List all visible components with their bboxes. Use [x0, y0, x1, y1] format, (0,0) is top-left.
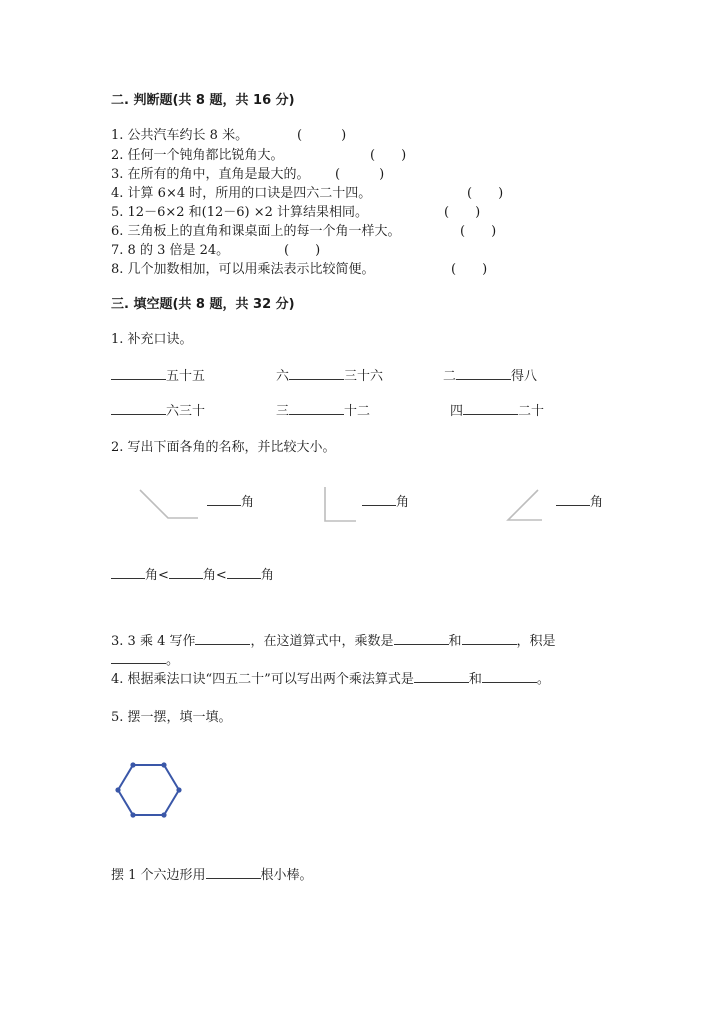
- judge-answer-2[interactable]: ( ): [370, 148, 407, 163]
- judge-item-8: 8. 几个加数相加，可以用乘法表示比较简便。: [111, 262, 375, 277]
- answer-blank[interactable]: [462, 632, 517, 645]
- answer-blank[interactable]: [195, 632, 250, 645]
- judge-item-5: 5. 12－6×2 和(12－6) ×2 计算结果相同。: [111, 205, 369, 220]
- q1-row1-col2: 六 三十六: [276, 369, 384, 384]
- answer-blank[interactable]: [456, 367, 511, 380]
- q3-line1: 3. 3 乘 4 写作 ，在这道算式中，乘数是 和 ，积是: [111, 634, 556, 649]
- judge-item-6: 6. 三角板上的直角和课桌面上的每一个角一样大。: [111, 224, 401, 239]
- angle-label-1: 角: [207, 491, 254, 510]
- q1-row2-col2: 三 十二: [276, 404, 371, 419]
- answer-blank[interactable]: [482, 670, 537, 683]
- section2-title: 二. 判断题(共 8 题，共 16 分): [111, 93, 295, 108]
- q2-title: 2. 写出下面各角的名称，并比较大小。: [111, 440, 336, 455]
- answer-blank[interactable]: [556, 493, 590, 506]
- answer-blank[interactable]: [111, 367, 166, 380]
- q1-row1-col1: 五十五: [111, 365, 205, 384]
- judge-answer-7[interactable]: ( ): [284, 243, 321, 258]
- answer-blank[interactable]: [362, 493, 396, 506]
- judge-answer-3[interactable]: ( ): [335, 167, 385, 182]
- acute-angle-figure: [500, 484, 550, 526]
- answer-blank[interactable]: [207, 493, 241, 506]
- answer-blank[interactable]: [463, 402, 518, 415]
- judge-answer-6[interactable]: ( ): [460, 224, 497, 239]
- judge-item-2: 2. 任何一个钝角都比锐角大。: [111, 148, 284, 163]
- judge-answer-8[interactable]: ( ): [451, 262, 488, 277]
- hexagon-figure: [110, 758, 188, 822]
- answer-blank[interactable]: [111, 566, 145, 579]
- q5-answer-line: 摆 1 个六边形用 根小棒。: [111, 868, 313, 883]
- right-angle-figure: [318, 484, 363, 526]
- q1-title: 1. 补充口诀。: [111, 332, 193, 347]
- angle-label-3: 角: [556, 491, 603, 510]
- answer-blank[interactable]: [111, 402, 166, 415]
- answer-blank[interactable]: [289, 367, 344, 380]
- answer-blank[interactable]: [394, 632, 449, 645]
- answer-blank[interactable]: [169, 566, 203, 579]
- answer-blank[interactable]: [227, 566, 261, 579]
- section3-title: 三. 填空题(共 8 题，共 32 分): [111, 297, 295, 312]
- q1-row2-col1: 六三十: [111, 400, 205, 419]
- q5-title: 5. 摆一摆，填一填。: [111, 710, 232, 725]
- answer-blank[interactable]: [289, 402, 344, 415]
- judge-answer-5[interactable]: ( ): [444, 205, 481, 220]
- q4-line: 4. 根据乘法口诀“四五二十”可以写出两个乘法算式是 和 。: [111, 672, 550, 687]
- judge-answer-4[interactable]: ( ): [467, 186, 504, 201]
- judge-item-4: 4. 计算 6×4 时，所用的口诀是四六二十四。: [111, 186, 372, 201]
- answer-blank[interactable]: [206, 866, 261, 879]
- angle-label-2: 角: [362, 491, 409, 510]
- answer-blank[interactable]: [111, 651, 166, 664]
- q3-line2: 。: [111, 649, 179, 668]
- q1-row1-col3: 二 得八: [443, 369, 538, 384]
- q1-row2-col3: 四 二十: [450, 404, 545, 419]
- judge-item-1: 1. 公共汽车约长 8 米。: [111, 128, 249, 143]
- judge-item-7: 7. 8 的 3 倍是 24。: [111, 243, 230, 258]
- answer-blank[interactable]: [414, 670, 469, 683]
- judge-item-3: 3. 在所有的角中，直角是最大的。: [111, 167, 310, 182]
- obtuse-angle-figure: [130, 484, 210, 524]
- angle-compare: 角< 角< 角: [111, 564, 274, 583]
- judge-answer-1[interactable]: ( ): [297, 128, 347, 143]
